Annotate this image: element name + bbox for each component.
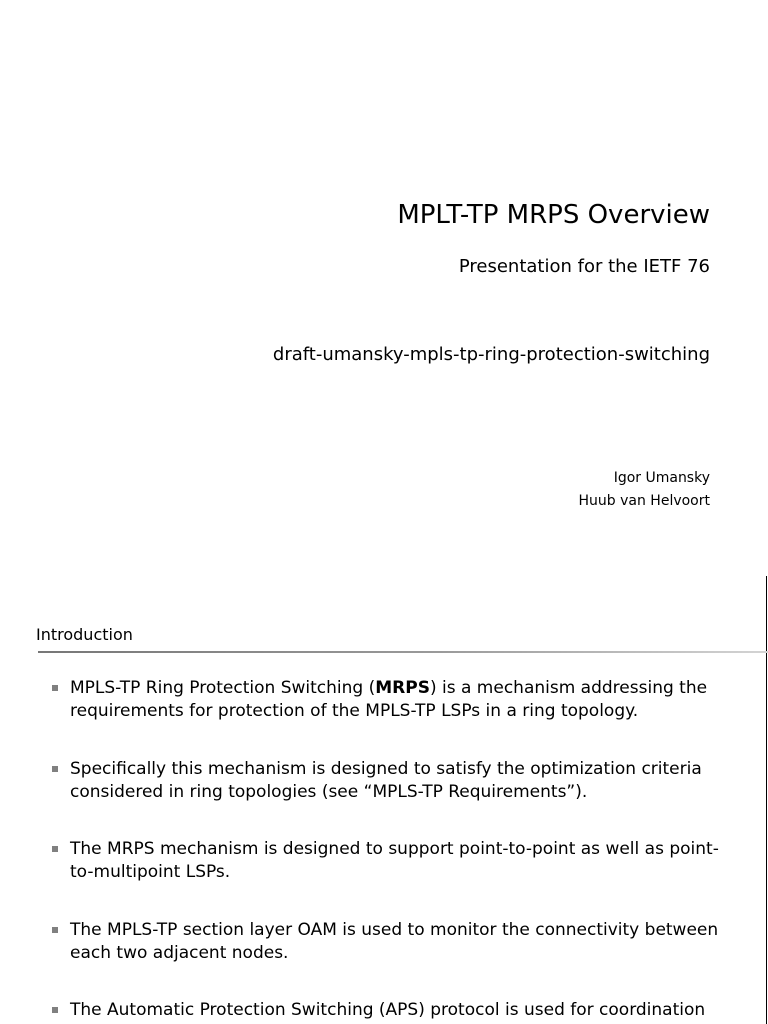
bullet-item bbox=[70, 919, 740, 965]
bullet-text: The MRPS mechanism is designed to support point-to-point as well as point-to-multipoint LSPs. bbox=[70, 839, 719, 882]
draft-name: draft-umansky-mpls-tp-ring-protection-switching bbox=[272, 344, 710, 365]
square-bullet-icon bbox=[52, 846, 58, 852]
author-name: Igor Umansky bbox=[613, 470, 710, 486]
bullet-text: The Automatic Protection Switching (APS) protocol is used for coordination bbox=[70, 1000, 706, 1020]
slide-subtitle: Presentation for the IETF 76 bbox=[458, 256, 710, 277]
square-bullet-icon bbox=[52, 685, 58, 691]
bullet-text: ) is a mechanism addressing the requirements for protection of the MPLS-TP LSPs in a ring topology. bbox=[70, 678, 708, 721]
slide-title: MPLT-TP MRPS Overview bbox=[397, 200, 710, 230]
bullet-item bbox=[70, 838, 740, 884]
bullet-text: MPLS-TP Ring Protection Switching ( bbox=[70, 678, 376, 698]
bullet-text: The MPLS-TP section layer OAM is used to monitor the connectivity between each two adjacent nodes. bbox=[70, 920, 719, 963]
bullet-text: Specifically this mechanism is designed to satisfy the optimization criteria considered in ring topologies (see “MPLS-TP Requirements”). bbox=[70, 759, 702, 802]
author-name: Huub van Helvoort bbox=[578, 493, 710, 509]
square-bullet-icon bbox=[52, 927, 58, 933]
square-bullet-icon bbox=[52, 1007, 58, 1013]
bullet-item bbox=[70, 999, 740, 1022]
bullet-item bbox=[70, 677, 740, 723]
square-bullet-icon bbox=[52, 766, 58, 772]
slide-heading: Introduction bbox=[36, 625, 133, 644]
bullet-item bbox=[70, 758, 740, 804]
bullet-bold-term: MRPS bbox=[375, 678, 430, 698]
